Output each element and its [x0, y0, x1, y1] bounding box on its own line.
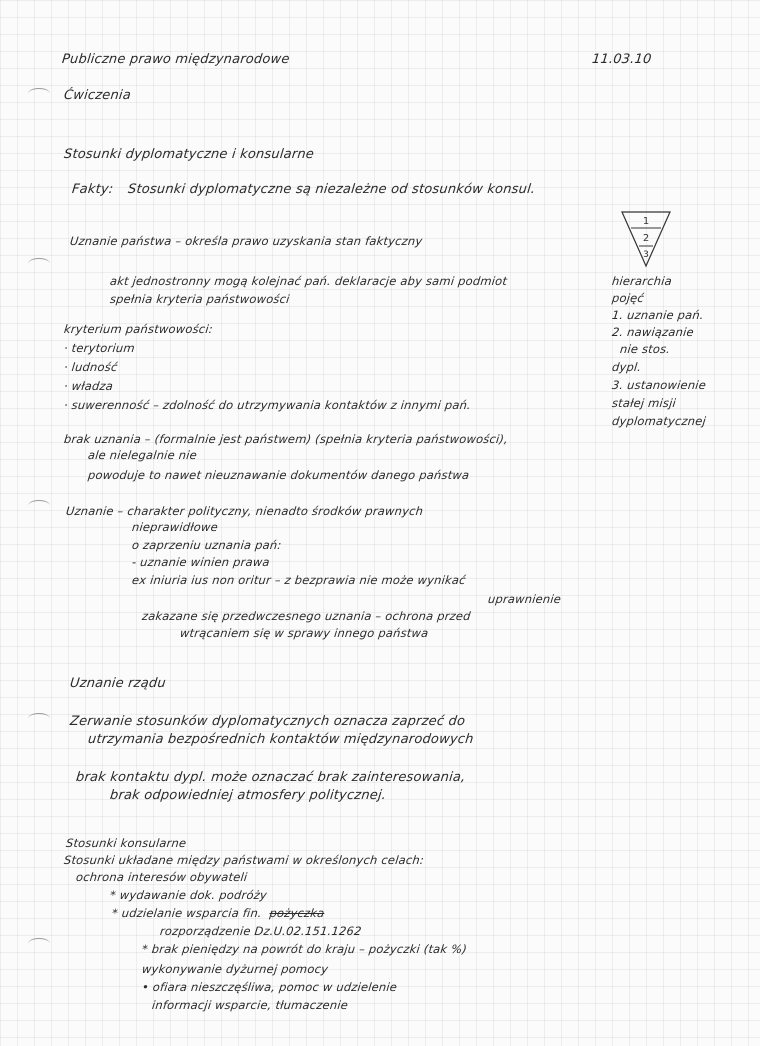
- text-line: wykonywanie dyżurnej pomocy: [141, 962, 329, 976]
- subject-title: Publiczne prawo międzynarodowe: [61, 52, 291, 67]
- text-line: rozporządzenie Dz.U.02.151.1262: [159, 924, 363, 938]
- text-line: o zaprzeniu uznania pań:: [131, 538, 283, 552]
- note-date: 11.03.10: [591, 52, 653, 67]
- text-line: * brak pieniędzy na powrót do kraju – pożyczki (tak %): [141, 942, 468, 956]
- list-item: · władza: [63, 379, 114, 393]
- text-line: uprawnienie: [487, 592, 562, 606]
- sidebar-note: pojęć: [611, 291, 645, 305]
- sidebar-note: hierarchia: [611, 274, 673, 288]
- sidebar-note: dyplomatycznej: [611, 414, 707, 428]
- sidebar-note: 2. nawiązanie: [611, 325, 695, 339]
- text-line: ale nielegalnie nie: [87, 448, 198, 462]
- sidebar-note: nie stos.: [619, 342, 671, 356]
- text-line: ex iniuria ius non oritur – z bezprawia nie może wynikać: [131, 573, 467, 587]
- text-line: brak uznania – (formalnie jest państwem) (spełnia kryteria państwowości),: [63, 432, 509, 446]
- text-line: brak kontaktu dypl. może oznaczać brak zainteresowania,: [75, 770, 467, 785]
- text-line: Stosunki układane między państwami w określonych celach:: [63, 853, 425, 867]
- sidebar-note: dypl.: [611, 360, 643, 374]
- text-line: spełnia kryteria państwowości: [109, 292, 291, 306]
- text-line: nieprawidłowe: [131, 520, 219, 534]
- text-line: • ofiara nieszczęśliwa, pomoc w udzielenie: [141, 980, 398, 994]
- text-line: informacji wsparcie, tłumaczenie: [151, 998, 349, 1012]
- sidebar-note: 1. uznanie pań.: [611, 308, 705, 322]
- sidebar-note: 3. ustanowienie: [611, 378, 707, 392]
- text-line: ochrona interesów obywateli: [75, 870, 249, 884]
- text-line: zakazane się przedwczesnego uznania – ochrona przed: [141, 609, 472, 623]
- list-item: · suwerenność – zdolność do utrzymywania kontaktów z innymi pań.: [63, 398, 472, 412]
- text-line: powoduje to nawet nieuznawanie dokumentów danego państwa: [87, 468, 471, 482]
- section-title: Stosunki konsularne: [65, 836, 188, 850]
- triangle-level-2: 2: [642, 233, 650, 244]
- text-line: Uznanie – charakter polityczny, nienadto środków prawnych: [65, 504, 424, 518]
- list-heading: kryterium państwowości:: [63, 322, 214, 336]
- intro-text: Stosunki dyplomatyczne są niezależne od stosunków konsul.: [127, 182, 536, 197]
- section-title: Uznanie rządu: [69, 676, 167, 691]
- text-line: Zerwanie stosunków dyplomatycznych oznacza zaprzeć do: [69, 714, 466, 729]
- text-line: * wydawanie dok. podróży: [109, 888, 268, 902]
- binder-hole-mark: [28, 938, 50, 949]
- triangle-level-3: 3: [643, 250, 649, 260]
- text-line: wtrącaniem się w sprawy innego państwa: [179, 626, 430, 640]
- section-title: Stosunki dyplomatyczne i konsularne: [63, 147, 315, 162]
- text-line: brak odpowiedniej atmosfery politycznej.: [109, 788, 387, 803]
- sidebar-note: stałej misji: [611, 396, 677, 410]
- list-item: · ludność: [63, 360, 119, 374]
- binder-hole-mark: [28, 500, 50, 511]
- list-item: · terytorium: [63, 341, 136, 355]
- binder-hole-mark: [28, 713, 50, 724]
- binder-hole-mark: [28, 88, 50, 99]
- text-line: utrzymania bezpośrednich kontaktów międzynarodowych: [87, 732, 475, 747]
- text-line: Uznanie państwa – określa prawo uzyskania stan faktyczny: [69, 234, 424, 248]
- binder-hole-mark: [28, 258, 50, 269]
- hierarchy-triangle-diagram: [620, 208, 672, 270]
- triangle-level-1: 1: [642, 216, 650, 227]
- text-line: akt jednostronny mogą kolejnać pań. deklaracje aby sami podmiot: [109, 274, 508, 288]
- text-line: - uznanie winien prawa: [131, 555, 271, 569]
- intro-label: Fakty:: [71, 182, 115, 197]
- struck-word: pożyczka: [268, 906, 326, 920]
- class-type: Ćwiczenia: [63, 88, 132, 103]
- text-line: * udzielanie wsparcia fin. pożyczka: [111, 906, 326, 920]
